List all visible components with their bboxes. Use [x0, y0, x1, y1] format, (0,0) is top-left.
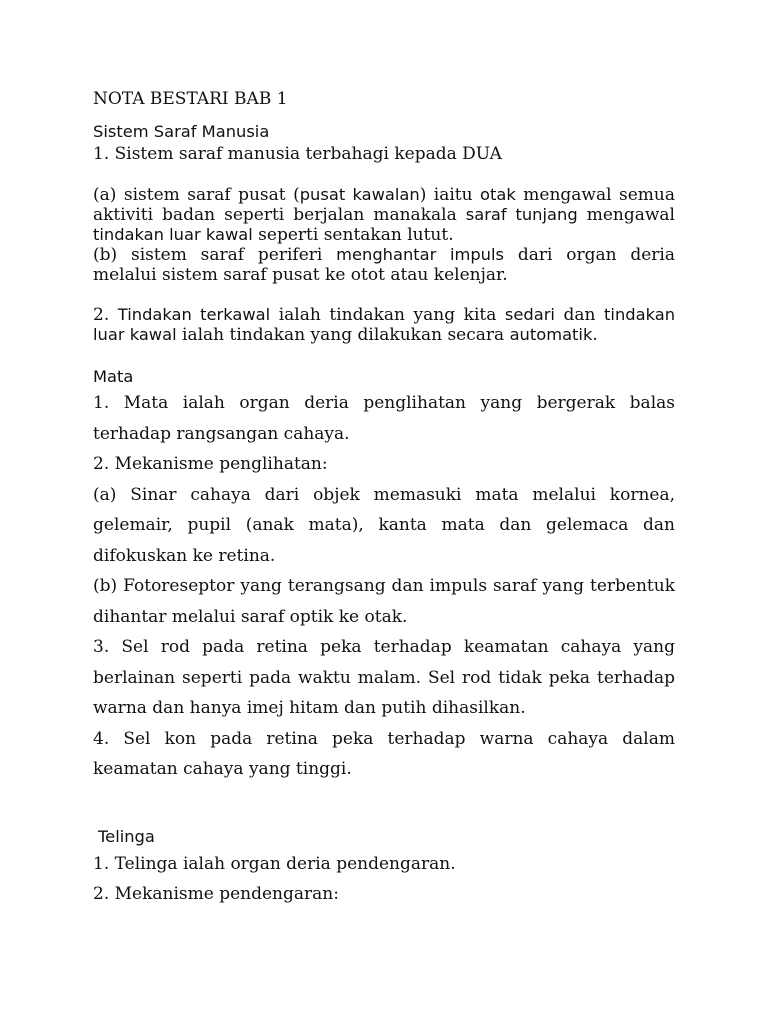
text-run: 2.: [93, 305, 118, 325]
heading-telinga: Telinga: [98, 826, 155, 846]
telinga-paragraph-2: 2. Mekanisme pendengaran:: [93, 884, 339, 904]
text-run: ialah tindakan yang kita: [270, 305, 505, 325]
mata-paragraph-2: 2. Mekanisme penglihatan:: [93, 454, 328, 474]
text-run: (b) sistem saraf periferi: [93, 245, 337, 265]
mata-paragraph-4: 4. Sel kon pada retina peka terhadap warna cahaya dalam keamatan cahaya yang tinggi.: [93, 728, 675, 779]
text-run: mengawal semua aktiviti badan seperti berjalan manakala: [93, 185, 675, 225]
paragraph-intro: 1. Sistem saraf manusia terbahagi kepada DUA: [93, 144, 502, 164]
text-run: ) iaitu: [419, 185, 481, 205]
text-run: seperti sentakan lutut.: [252, 225, 454, 245]
keyword: pusat kawalan: [299, 185, 420, 204]
mata-paragraph-2b: (b) Fotoreseptor yang terangsang dan impuls saraf yang terbentuk dihantar melalui saraf optik ke otak.: [93, 576, 675, 627]
text-run: (a) sistem saraf pusat (: [93, 185, 300, 205]
heading-mata: Mata: [93, 367, 134, 386]
mata-paragraph-2a: (a) Sinar cahaya dari objek memasuki mata melalui kornea, gelemair, pupil (anak mata), kanta mata dan gelemaca dan difokuskan ke retina.: [93, 484, 675, 566]
keyword: saraf tunjang: [465, 205, 578, 224]
keyword: Tindakan terkawal: [117, 305, 271, 324]
text-run: ialah tindakan yang dilakukan secara: [176, 325, 510, 345]
text-run: mengawal: [577, 205, 675, 225]
heading-sistem-saraf: Sistem Saraf Manusia: [93, 122, 270, 141]
keyword: otak: [480, 185, 516, 204]
telinga-paragraph-1: 1. Telinga ialah organ deria pendengaran.: [93, 853, 456, 874]
document-title: NOTA BESTARI BAB 1: [93, 89, 288, 109]
text-run: dari organ deria melalui sistem saraf pusat ke otot atau kelenjar.: [93, 245, 676, 285]
mata-paragraph-3: 3. Sel rod pada retina peka terhadap keamatan cahaya yang berlainan seperti pada waktu malam. Sel rod tidak peka terhadap warna dan hanya imej hitam dan putih dihasilkan.: [93, 637, 675, 718]
text-run: .: [592, 325, 598, 345]
keyword: tindakan luar kawal: [93, 305, 676, 344]
paragraph-1b: [93, 245, 675, 285]
keyword: sedari: [504, 305, 555, 324]
paragraph-1a: [93, 185, 675, 245]
text-run: dan: [554, 305, 605, 325]
paragraph-2: [93, 305, 675, 345]
mata-paragraph-1: 1. Mata ialah organ deria penglihatan yang bergerak balas terhadap rangsangan cahaya.: [93, 393, 675, 444]
document-page: [93, 88, 675, 910]
keyword: automatik: [509, 325, 593, 344]
keyword: tindakan luar kawal: [93, 225, 253, 244]
keyword: menghantar impuls: [336, 245, 504, 264]
